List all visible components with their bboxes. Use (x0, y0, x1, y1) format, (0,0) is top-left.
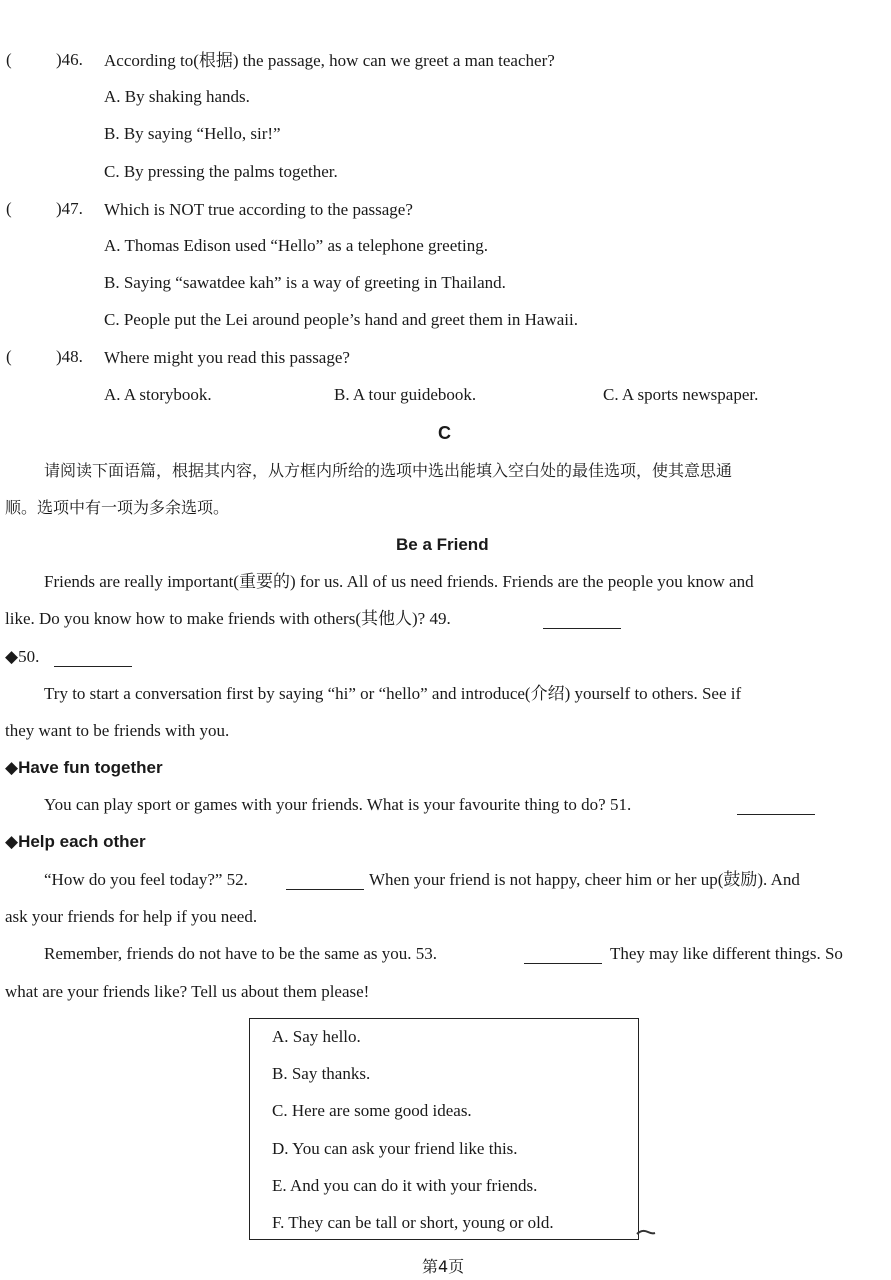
q47-option-c: C. People put the Lei around people’s hand and greet them in Hawaii. (104, 310, 578, 329)
paragraph2-line2: they want to be friends with you. (5, 721, 230, 740)
blank-52[interactable] (286, 875, 364, 890)
question-47-stem: Which is NOT true according to the passage? (104, 200, 413, 219)
paragraph5-line2: what are your friends like? Tell us about them please! (5, 982, 370, 1001)
answer-paren-46: ( (6, 50, 12, 69)
paragraph4-line2: ask your friends for help if you need. (5, 907, 258, 926)
question-46-stem: According to(根据) the passage, how can we greet a man teacher? (104, 51, 555, 70)
paragraph5-line1a: Remember, friends do not have to be the same as you. 53. (44, 944, 438, 963)
box-option-c: C. Here are some good ideas. (272, 1101, 472, 1120)
heading-50: ◆50. (5, 647, 40, 666)
question-48-stem: Where might you read this passage? (104, 348, 350, 367)
paragraph3-line1: You can play sport or games with your friends. What is your favourite thing to do? 51. (44, 795, 632, 814)
answer-paren-48: ( (6, 347, 12, 366)
q46-option-c: C. By pressing the palms together. (104, 162, 338, 181)
paragraph4-line1a: “How do you feel today?” 52. (44, 870, 248, 889)
options-box (249, 1018, 639, 1240)
heading-have-fun: ◆Have fun together (5, 758, 163, 777)
heading-help-each-other: ◆Help each other (5, 832, 146, 851)
box-option-a: A. Say hello. (272, 1027, 361, 1046)
paragraph5-line1b: They may like different things. So (610, 944, 843, 963)
passage-title: Be a Friend (396, 535, 489, 554)
ink-mark-icon (636, 1228, 656, 1236)
question-number-48: )48. (56, 347, 83, 366)
box-option-d: D. You can ask your friend like this. (272, 1139, 518, 1158)
q48-option-c: C. A sports newspaper. (603, 385, 759, 404)
q46-option-a: A. By shaking hands. (104, 87, 250, 106)
q48-option-b: B. A tour guidebook. (334, 385, 477, 404)
paragraph1-line2: like. Do you know how to make friends with others(其他人)? 49. (5, 609, 451, 628)
blank-50[interactable] (54, 652, 132, 667)
page-number: 第4页 (422, 1257, 465, 1276)
paragraph2-line1: Try to start a conversation first by saying “hi” or “hello” and introduce(介绍) yourself to others. See if (44, 684, 742, 703)
paragraph4-line1b: When your friend is not happy, cheer him or her up(鼓励). And (369, 870, 800, 889)
blank-53[interactable] (524, 949, 602, 964)
box-option-b: B. Say thanks. (272, 1064, 371, 1083)
q46-option-b: B. By saying “Hello, sir!” (104, 124, 281, 143)
box-option-f: F. They can be tall or short, young or old. (272, 1213, 554, 1232)
blank-49[interactable] (543, 614, 621, 629)
q47-option-b: B. Saying “sawatdee kah” is a way of greeting in Thailand. (104, 273, 506, 292)
blank-51[interactable] (737, 800, 815, 815)
box-option-e: E. And you can do it with your friends. (272, 1176, 538, 1195)
question-number-46: )46. (56, 50, 83, 69)
section-instruction-line2: 顺。选项中有一项为多余选项。 (5, 498, 230, 517)
section-instruction-line1: 请阅读下面语篇，根据其内容，从方框内所给的选项中选出能填入空白处的最佳选项，使其意思通 (44, 461, 733, 480)
section-letter: C (438, 423, 451, 443)
q48-option-a: A. A storybook. (104, 385, 212, 404)
answer-paren-47: ( (6, 199, 12, 218)
question-number-47: )47. (56, 199, 83, 218)
q47-option-a: A. Thomas Edison used “Hello” as a telephone greeting. (104, 236, 488, 255)
paragraph1-line1: Friends are really important(重要的) for us. All of us need friends. Friends are the people you know and (44, 572, 754, 591)
